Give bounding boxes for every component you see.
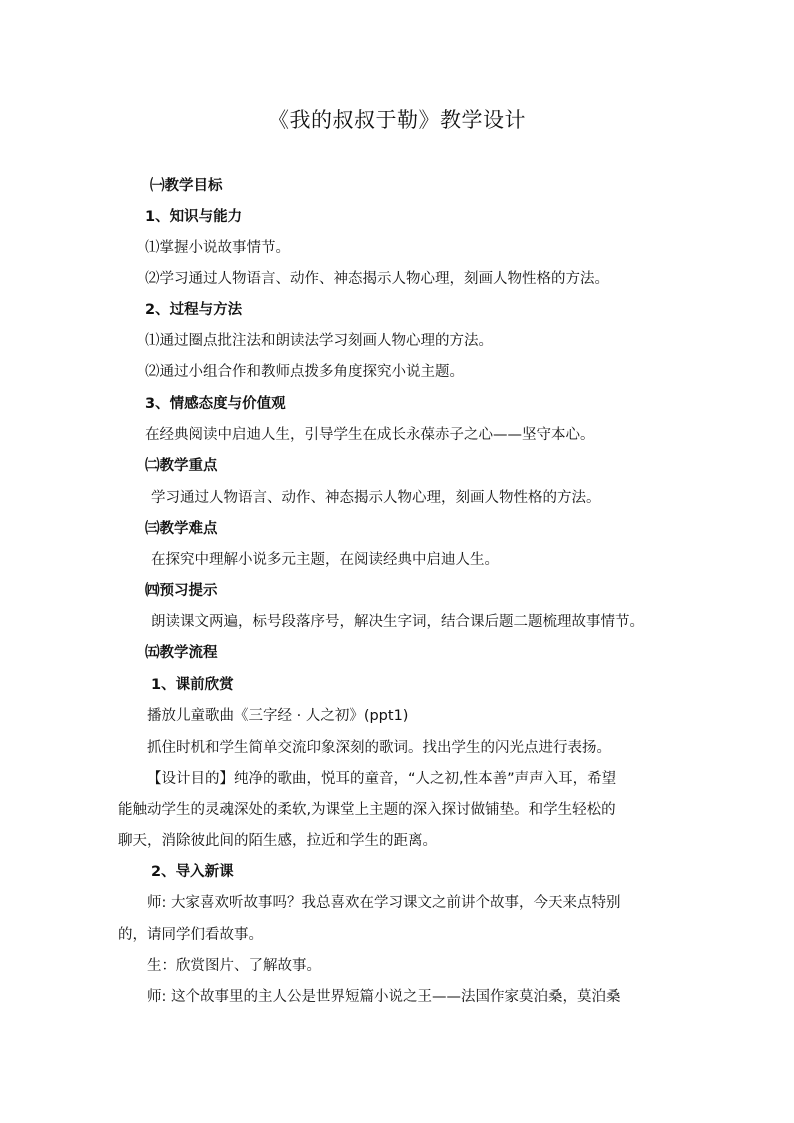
paragraph: 【设计目的】纯净的歌曲，悦耳的童音，“人之初,性本善”声声入耳，希望	[147, 771, 617, 787]
paragraph: 朗读课文两遍，标号段落序号，解决生字词，结合课后题二题梳理故事情节。	[151, 614, 644, 630]
paragraph: 师: 大家喜欢听故事吗？我总喜欢在学习课文之前讲个故事，今天来点特别	[147, 895, 621, 911]
section-heading-preview: ㈣预习提示	[145, 583, 218, 599]
paragraph: 在经典阅读中启迪人生，引导学生在成长永葆赤子之心——坚守本心。	[145, 427, 595, 443]
section-heading-difficulties: ㈢教学难点	[145, 521, 218, 537]
paragraph: 播放儿童歌曲《三字经 · 人之初》(ppt1)	[147, 708, 409, 724]
subheading-process-method: 2、过程与方法	[145, 302, 243, 318]
section-heading-key-points: ㈡教学重点	[145, 458, 218, 474]
paragraph: 生：欣赏图片、了解故事。	[147, 958, 321, 974]
document-title: 《我的叔叔于勒》教学设计	[268, 108, 526, 132]
paragraph: 聊天，消除彼此间的陌生感，拉近和学生的距离。	[118, 833, 437, 849]
list-item: ⑴掌握小说故事情节。	[145, 240, 290, 256]
list-item: ⑵通过小组合作和教师点拨多角度探究小说主题。	[145, 364, 464, 380]
section-heading-objectives: ㈠教学目标	[150, 178, 223, 194]
paragraph: 师: 这个故事里的主人公是世界短篇小说之王——法国作家莫泊桑，莫泊桑	[147, 989, 621, 1005]
paragraph: 在探究中理解小说多元主题，在阅读经典中启迪人生。	[151, 552, 499, 568]
subheading-pre-class: 1、课前欣赏	[151, 677, 234, 693]
subheading-knowledge-ability: 1、知识与能力	[145, 209, 243, 225]
section-heading-process: ㈤教学流程	[145, 645, 218, 661]
paragraph: 能触动学生的灵魂深处的柔软,为课堂上主题的深入探讨做铺垫。和学生轻松的	[118, 802, 616, 818]
paragraph: 的，请同学们看故事。	[118, 927, 263, 943]
subheading-emotion-values: 3、情感态度与价值观	[145, 396, 286, 412]
list-item: ⑴通过圈点批注法和朗读法学习刻画人物心理的方法。	[145, 333, 493, 349]
paragraph: 学习通过人物语言、动作、神态揭示人物心理，刻画人物性格的方法。	[151, 490, 601, 506]
paragraph: 抓住时机和学生简单交流印象深刻的歌词。找出学生的闪光点进行表扬。	[147, 740, 611, 756]
list-item: ⑵学习通过人物语言、动作、神态揭示人物心理，刻画人物性格的方法。	[145, 271, 609, 287]
subheading-introduction: 2、导入新课	[151, 864, 234, 880]
